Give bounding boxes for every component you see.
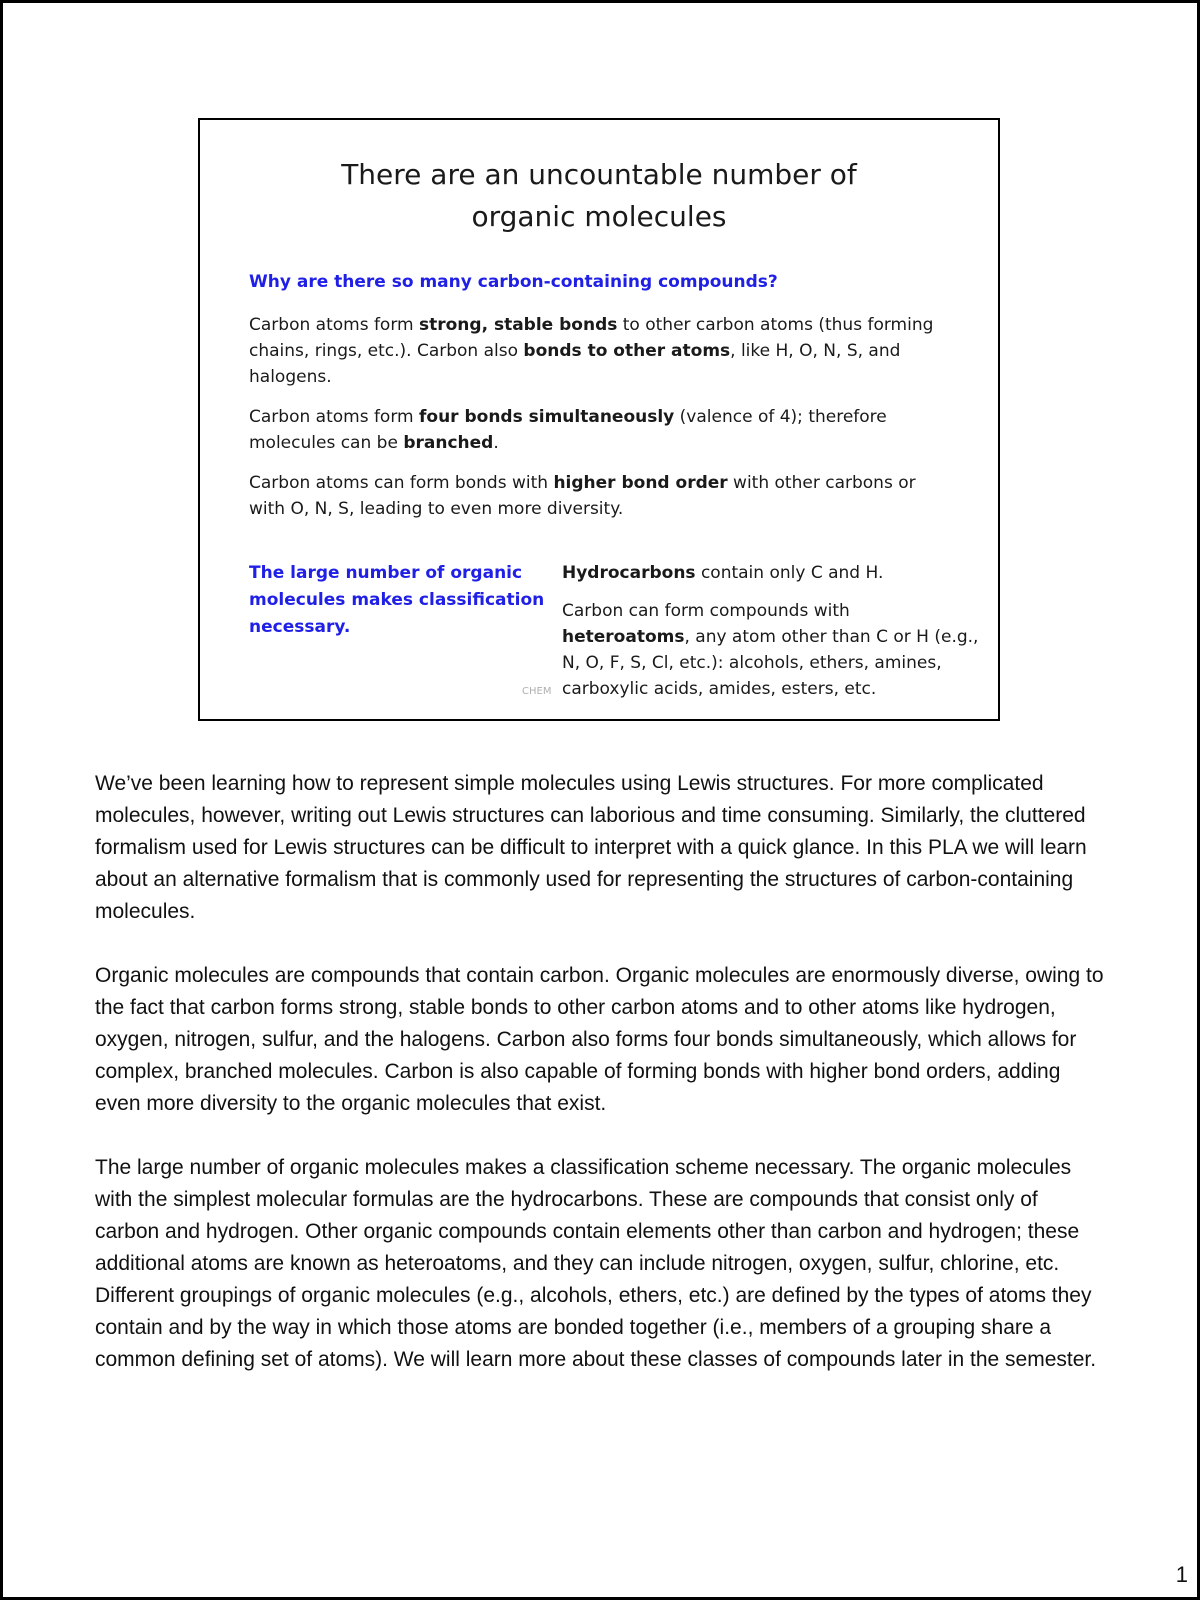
slide-heteroatoms xyxy=(562,598,982,702)
slide-points xyxy=(249,312,949,536)
body-paragraph-3: The large number of organic molecules makes a classification scheme necessary. The organic molecules with the simplest molecular formulas are the hydrocarbons. These are compounds that consist only of carbon and hydrogen. Other organic compounds contain elements other than carbon and hydrogen; these additional atoms are known as heteroatoms, and they can include nitrogen, oxygen, sulfur, chlorine, etc. Different groupings of organic molecules (e.g., alcohols, ethers, etc.) are defined by the types of atoms they contain and by the way in which those atoms are bonded together (i.e., members of a grouping share a common defining set of atoms). We will learn more about these classes of compounds later in the semester. xyxy=(95,1156,1097,1371)
page-number: 1 xyxy=(1175,1562,1188,1587)
text-segment: to other carbon atoms (thus forming chains, rings, etc.). Carbon also xyxy=(249,315,934,361)
text-segment: Carbon can form compounds with xyxy=(562,601,850,621)
text-segment: contain only C and H. xyxy=(695,563,884,583)
text-segment: with other carbons or with O, N, S, leading to even more diversity. xyxy=(249,473,916,519)
slide-title-line-2: organic molecules xyxy=(471,200,727,233)
body-paragraph-2: Organic molecules are compounds that contain carbon. Organic molecules are enormously diverse, owing to the fact that carbon forms strong, stable bonds to other carbon atoms and to other atoms like hydrogen, oxygen, nitrogen, sulfur, and the halogens. Carbon also forms four bonds simultaneously, which allows for complex, branched molecules. Carbon is also capable of forming bonds with higher bond orders, adding even more diversity to the organic molecules that exist. xyxy=(95,964,1104,1115)
text-segment: , any atom other than C or H (e.g., N, O, F, S, Cl, etc.): alcohols, ethers, amines, carboxylic acids, amides, esters, etc. xyxy=(562,627,979,699)
bold-segment: heteroatoms xyxy=(562,627,685,647)
slide-point-strong-bonds xyxy=(249,312,949,390)
bold-segment: Hydrocarbons xyxy=(562,563,696,583)
slide-title xyxy=(200,154,998,238)
slide-question: Why are there so many carbon-containing compounds? xyxy=(249,272,778,292)
bold-segment: bonds to other atoms xyxy=(523,341,731,361)
text-segment: Carbon atoms can form bonds with xyxy=(249,473,554,493)
bold-segment: strong, stable bonds xyxy=(419,315,618,335)
body-text xyxy=(95,768,1105,1408)
slide-point-four-bonds xyxy=(249,404,949,456)
text-segment: Carbon atoms form xyxy=(249,315,419,335)
slide-hydrocarbons xyxy=(562,560,982,586)
bold-segment: branched xyxy=(403,433,494,453)
slide-frame xyxy=(198,118,1000,721)
slide-classification-note: The large number of organic molecules makes classification necessary. xyxy=(249,563,545,637)
text-segment: . xyxy=(493,433,499,453)
slide-footer: CHEM xyxy=(522,686,552,697)
slide-point-bond-order xyxy=(249,470,949,522)
body-paragraph-1: We’ve been learning how to represent simple molecules using Lewis structures. For more complicated molecules, however, writing out Lewis structures can laborious and time consuming. Similarly, the cluttered formalism used for Lewis structures can be difficult to interpret with a quick glance. In this PLA we will learn about an alternative formalism that is commonly used for representing the structures of carbon-containing molecules. xyxy=(95,772,1087,923)
text-segment: , like H, O, N, S, and halogens. xyxy=(249,341,901,387)
bold-segment: higher bond order xyxy=(553,473,728,493)
bold-segment: four bonds simultaneously xyxy=(419,407,675,427)
text-segment: (valence of 4); therefore molecules can be xyxy=(249,407,887,453)
slide-right-column xyxy=(562,560,982,714)
slide-title-line-1: There are an uncountable number of xyxy=(341,158,857,191)
text-segment: Carbon atoms form xyxy=(249,407,419,427)
